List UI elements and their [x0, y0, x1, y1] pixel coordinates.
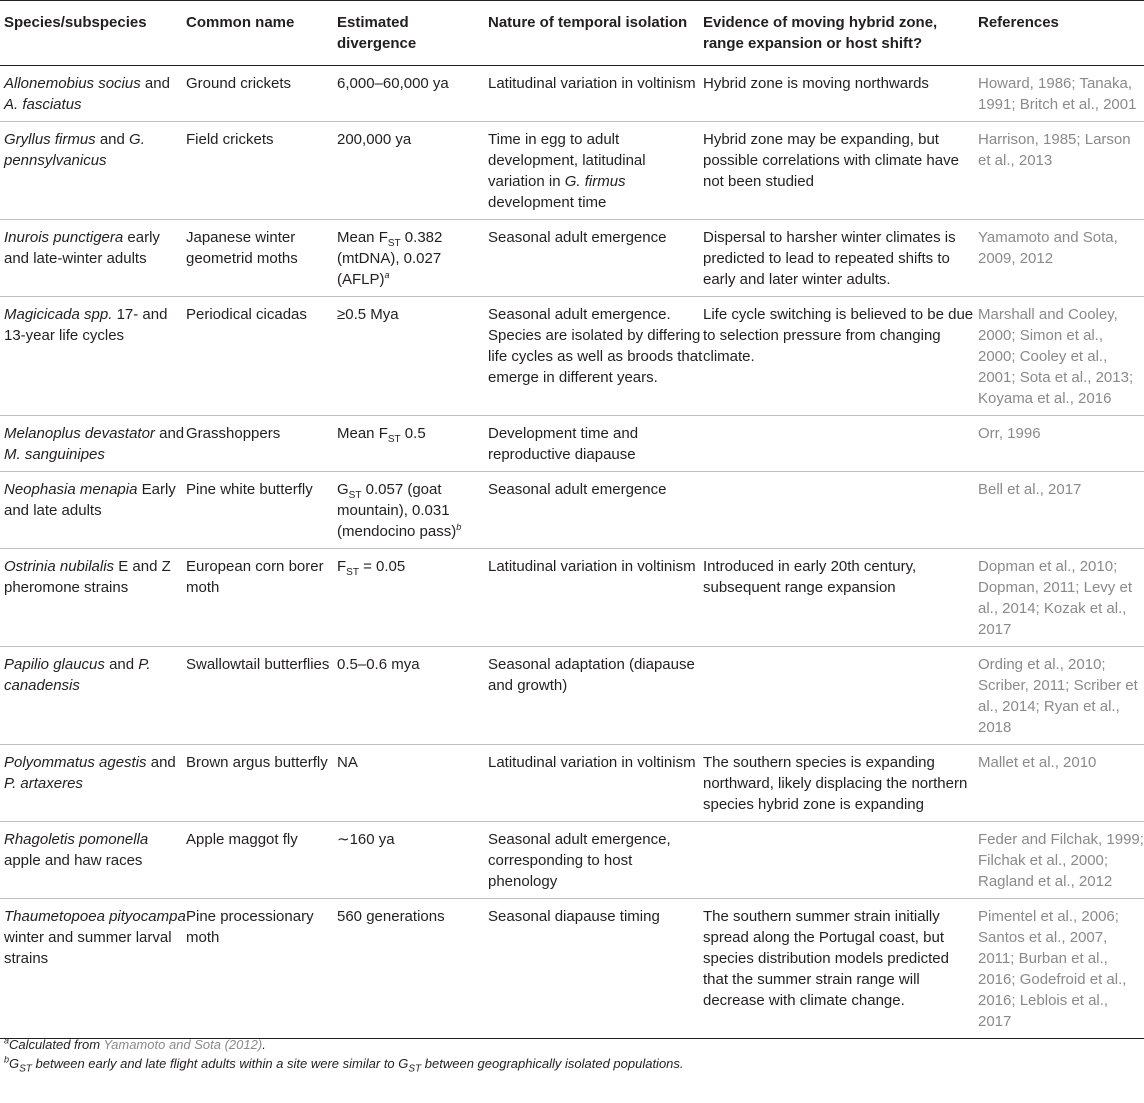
cell-common-name: European corn borer moth [186, 558, 324, 596]
table-row [0, 66, 1144, 122]
cell-evidence: Hybrid zone is moving northwards [703, 75, 929, 92]
cell-divergence: Mean $F_{ST}$ 0.382 (mtDNA), 0.027 (AFLP)$^a$ [337, 229, 443, 288]
cell-species: Neophasia menapia Early and late adults [4, 481, 176, 519]
cell-evidence [703, 416, 978, 472]
cell-divergence: ≥0.5 Mya [337, 306, 399, 323]
table-row [0, 647, 1144, 745]
table-row [0, 822, 1144, 899]
footnote-b: $^bG_{ST}$ between early and late flight adults within a site were similar to $G_{ST}$ between geographically isolated populations. [4, 1054, 684, 1075]
header-evidence: Evidence of moving hybrid zone, range expansion or host shift? [703, 14, 938, 52]
header-references: References [978, 14, 1059, 31]
header-divergence: Estimated divergence [337, 14, 417, 52]
cell-evidence: Hybrid zone may be expanding, but possible correlations with climate have not been studied [703, 131, 959, 190]
cell-common-name: Periodical cicadas [186, 306, 307, 323]
cell-references[interactable] [978, 822, 1144, 899]
cell-species: Allonemobius socius and A. fasciatus [4, 75, 170, 113]
cell-isolation: Seasonal adult emergence. Species are isolated by differing life cycles as well as broods that emerge in different years. [488, 306, 703, 386]
cell-common-name: Apple maggot fly [186, 831, 298, 848]
cell-references[interactable] [978, 647, 1144, 745]
cell-species: Rhagoletis pomonella apple and haw races [4, 831, 149, 869]
cell-evidence: Life cycle switching is believed to be due to selection pressure from changing climate. [703, 306, 974, 365]
cell-evidence: Introduced in early 20th century, subsequent range expansion [703, 558, 917, 596]
cell-common-name: Field crickets [186, 131, 274, 148]
table-row [0, 899, 1144, 1039]
cell-evidence [703, 472, 978, 549]
footnote-link[interactable]: Yamamoto and Sota (2012) [103, 1037, 263, 1052]
table-row [0, 416, 1144, 472]
cell-isolation: Seasonal diapause timing [488, 908, 660, 925]
reference-links: Marshall and Cooley, 2000; Simon et al., 2000; Cooley et al., 2001; Sota et al., 2013; Koyama et al., 2016 [978, 306, 1134, 407]
cell-common-name: Japanese winter geometrid moths [186, 229, 298, 267]
cell-references[interactable] [978, 66, 1144, 122]
cell-common-name: Brown argus butterfly [186, 754, 328, 771]
cell-divergence: 0.5–0.6 mya [337, 656, 420, 673]
cell-common-name: Ground crickets [186, 75, 292, 92]
cell-species: Papilio glaucus and P. canadensis [4, 656, 151, 694]
cell-references[interactable] [978, 549, 1144, 647]
table-row [0, 297, 1144, 416]
table-row [0, 549, 1144, 647]
cell-isolation: Time in egg to adult development, latitudinal variation in G. firmus development time [488, 131, 646, 211]
cell-references[interactable] [978, 745, 1144, 822]
cell-common-name: Grasshoppers [186, 425, 281, 442]
header-common-name: Common name [186, 14, 295, 31]
cell-references[interactable] [978, 220, 1144, 297]
cell-divergence: 6,000–60,000 ya [337, 75, 449, 92]
reference-links: Feder and Filchak, 1999; Filchak et al., 2000; Ragland et al., 2012 [978, 831, 1144, 890]
reference-links: Harrison, 1985; Larson et al., 2013 [978, 131, 1131, 169]
table-footnotes [4, 1035, 1140, 1073]
cell-references[interactable] [978, 297, 1144, 416]
table-header-row [0, 1, 1144, 66]
cell-species: Ostrinia nubilalis E and Z pheromone strains [4, 558, 171, 596]
reference-links: Howard, 1986; Tanaka, 1991; Britch et al., 2001 [978, 75, 1137, 113]
cell-species: Melanoplus devastator and M. sanguinipes [4, 425, 185, 463]
cell-isolation: Development time and reproductive diapause [488, 425, 639, 463]
cell-divergence: 560 generations [337, 908, 445, 925]
cell-divergence: NA [337, 754, 358, 771]
cell-isolation: Seasonal adult emergence, corresponding to host phenology [488, 831, 671, 890]
reference-links: Pimentel et al., 2006; Santos et al., 2007, 2011; Burban et al., 2016; Godefroid et al., 2016; Leblois et al., 2017 [978, 908, 1127, 1030]
cell-common-name: Pine processionary moth [186, 908, 314, 946]
cell-evidence: The southern species is expanding northward, likely displacing the northern species hybrid zone is expanding [703, 754, 968, 813]
cell-isolation: Seasonal adaptation (diapause and growth) [488, 656, 695, 694]
reference-links: Ording et al., 2010; Scriber, 2011; Scriber et al., 2014; Ryan et al., 2018 [978, 656, 1138, 736]
reference-links: Yamamoto and Sota, 2009, 2012 [978, 229, 1118, 267]
cell-isolation: Seasonal adult emergence [488, 229, 667, 246]
cell-species: Gryllus firmus and G. pennsylvanicus [4, 131, 145, 169]
footnote-a: $^a$Calculated from Yamamoto and Sota (2012). [4, 1035, 266, 1052]
cell-divergence: $G_{ST}$ 0.057 (goat mountain), 0.031 (mendocino pass)$^b$ [337, 481, 462, 540]
cell-evidence [703, 822, 978, 899]
cell-species: Inurois punctigera early and late-winter adults [4, 229, 160, 267]
reference-links: Mallet et al., 2010 [978, 754, 1097, 771]
table-row [0, 472, 1144, 549]
reference-links: Bell et al., 2017 [978, 481, 1082, 498]
cell-common-name: Pine white butterfly [186, 481, 313, 498]
table-row [0, 220, 1144, 297]
cell-isolation: Latitudinal variation in voltinism [488, 558, 696, 575]
reference-links: Dopman et al., 2010; Dopman, 2011; Levy et al., 2014; Kozak et al., 2017 [978, 558, 1132, 638]
table-row [0, 745, 1144, 822]
cell-isolation: Latitudinal variation in voltinism [488, 75, 696, 92]
cell-divergence: Mean $F_{ST}$ 0.5 [337, 425, 426, 445]
cell-evidence: Dispersal to harsher winter climates is predicted to lead to repeated shifts to early and later winter adults. [703, 229, 956, 288]
header-species: Species/subspecies [4, 14, 147, 31]
table-row [0, 122, 1144, 220]
header-isolation: Nature of temporal isolation [488, 14, 688, 31]
cell-references[interactable] [978, 899, 1144, 1039]
cell-isolation: Seasonal adult emergence [488, 481, 667, 498]
cell-divergence: ∼160 ya [337, 831, 395, 848]
cell-common-name: Swallowtail butterflies [186, 656, 330, 673]
cell-references[interactable] [978, 472, 1144, 549]
cell-references[interactable] [978, 122, 1144, 220]
cell-divergence: $F_{ST} = 0.05$ [337, 558, 406, 578]
cell-species: Thaumetopoea pityocampa winter and summer larval strains [4, 908, 186, 967]
cell-evidence [703, 647, 978, 745]
cell-references[interactable] [978, 416, 1144, 472]
cell-isolation: Latitudinal variation in voltinism [488, 754, 696, 771]
reference-links: Orr, 1996 [978, 425, 1041, 442]
cell-species: Magicicada spp. 17- and 13-year life cycles [4, 306, 168, 344]
cell-divergence: 200,000 ya [337, 131, 412, 148]
cell-species: Polyommatus agestis and P. artaxeres [4, 754, 176, 792]
cell-evidence: The southern summer strain initially spread along the Portugal coast, but species distribution models predicted that the summer strain range will decrease with climate change. [703, 908, 949, 1009]
